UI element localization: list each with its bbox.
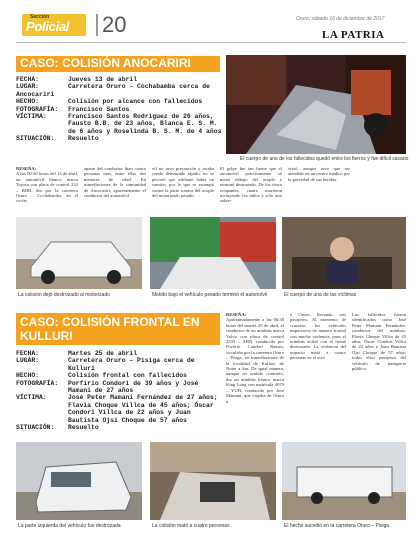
case1-caption-c: El cuerpo de una de las víctimas	[284, 292, 357, 298]
case2-photo-c	[282, 442, 406, 520]
case2-photo-a	[16, 442, 142, 520]
page-number: 20	[96, 14, 126, 36]
case2-column-2: a Oruro, llevando seis pasajeros. Al momento de cruzarse, los vehículos impactaron de manera frontal con mucha violencia, pues el minibús acabó con el frente destrozado. La violencia del impacto mató a cuatro personas en el acto	[290, 312, 346, 361]
case1-caption-top: El cuerpo de uno de los fallecidos quedó entre los fierros y fue difícil sacarlo	[240, 156, 409, 162]
section-logo-text: Policial	[26, 19, 70, 34]
case2-fact-foto: FOTOGRAFÍA: Porfirio Condori de 39 años y José Mamani de 27 años	[16, 379, 199, 395]
case2-photo-b	[150, 442, 276, 520]
dateline: Oruro, sábado 16 de diciembre de 2017	[296, 16, 385, 22]
case1-column-5: vivió, aunque tuvo que ser atendido en un centro médico por la gravedad de sus heridas.	[288, 166, 350, 182]
case1-fact-lugar: LUGAR: Carretera Oruro – Cochabamba cerca de Ancocariri	[16, 83, 210, 98]
case2-facts	[16, 350, 222, 431]
case2-caption-b: La colisión mató a cuatro personas	[152, 523, 230, 529]
case1-column-1-text: A hrs 00:30 horas del 13 de abril, un automóvil blanco marca Toyota con placa de control 232 – BHH, dio por la carretera Oruro – Cochabamba, en el coche	[16, 171, 78, 204]
case1-column-4: El golpe fue tan fuerte que el automóvil prácticamente se metió debajo del acople y terminó destrozado. De los cinco ocupantes, cuatro murieron incluyendo los niños y sólo uno sobre-	[220, 166, 282, 204]
case2-fact-fecha: FECHA: Martes 25 de abril	[16, 350, 138, 357]
case2-fact-situacion: SITUACIÓN: Resuelto	[16, 424, 99, 432]
case1-fact-situacion: SITUACIÓN: Resuelto	[16, 135, 99, 143]
case2-column-1	[226, 312, 284, 404]
newspaper-brand: LA PATRIA	[322, 29, 385, 41]
case1-facts	[16, 76, 222, 143]
case2-fact-hecho: HECHO: Colisión frontal con fallecidos	[16, 372, 187, 380]
case1-photo-a	[16, 217, 142, 289]
case1-column-2: aparte del conductor iban cuatro personas más, entre ellas dos menores de edad. En inmediaciones de la comunidad de Ancocariri, aparentemente el conductor del automóvil	[84, 166, 146, 199]
case2-column-1-text: Aproximadamente a las 06:30 horas del martes 25 de abril, el conductor de un minibús marca Volvo con placa de control 2533 – ABN, conducido por Porfirio Condori Ramos, circulaba por la carretera Oruro – Pisiga, en inmediaciones de la localidad de Kulluri, de Norte a Sur. De igual manera, aunque en sentido contrario, iba un minibús blanco marca King Long con matrícula 4079 – YUH, conducido por José Mamani, que viajaba de Oruro a	[226, 317, 284, 404]
case1-title: CASO: COLISIÓN ANOCARIRI	[16, 56, 220, 72]
case2-caption-c: El hecho sucedió en la carretera Oruro – Pisiga	[284, 523, 390, 529]
case1-resena-label: RESEÑA:	[16, 166, 37, 171]
case2-column-3: Los fallecidos fueron identificados como José Peter Mamani Fernández, conductor del minibús; Flavia Choque Villca de 45 años, Óscar Condori Villca de 22 años y Juan Bautista Ojsi Choque de 57 años; todos ellos pasajeros del vehículo de transporte público.	[352, 312, 406, 372]
case2-fact-victima: VÍCTIMA: José Peter Mamani Fernández de 27 años; Flavia Choque Villca de 45 años; Óscar Condori Villca de 22 años y Juan Bautista Ojsi Choque de 57 años	[16, 394, 218, 424]
case1-fact-foto: FOTOGRAFÍA: Francisco Santos	[16, 105, 130, 113]
case1-photo-b	[150, 217, 276, 289]
case1-fact-fecha: FECHA: Jueves 13 de abril	[16, 76, 138, 83]
case2-caption-a: La parte izquierda del vehículo fue destrozada	[18, 523, 121, 529]
case1-photo-c	[282, 217, 406, 289]
header-divider	[16, 42, 406, 43]
case2-resena-label: RESEÑA:	[226, 312, 247, 317]
case1-column-1	[16, 166, 78, 204]
case1-caption-b: Metido bajo el vehículo pesado terminó el automóvil	[152, 292, 268, 298]
case1-column-3: vil no tuvo precaución y estaba yendo demasiado rápido, no se percató que adelante había un camión, por lo que se estampó contra la parte trasera del acople del motorizado pesado.	[152, 166, 214, 199]
case1-fact-victima: VÍCTIMA: Francisco Santos Rodríguez de 26 años, Fausto B.B. de 23 años, Blanca E. S. M. de 6 años y Roselinda B. S. M. de 4 años	[16, 113, 222, 135]
case1-caption-a: La colisión dejó destrozado al motorizado	[18, 292, 110, 298]
case1-fact-hecho: HECHO: Colisión por alcance con fallecidos	[16, 98, 203, 106]
section-logo-label: Sección	[30, 14, 50, 20]
case2-fact-lugar: LUGAR: Carretera Oruro – Pisiga cerca de Kulluri	[16, 357, 195, 372]
case1-photo-top	[226, 55, 406, 154]
case2-title: CASO: COLISIÓN FRONTAL EN KULLURI	[16, 313, 220, 345]
